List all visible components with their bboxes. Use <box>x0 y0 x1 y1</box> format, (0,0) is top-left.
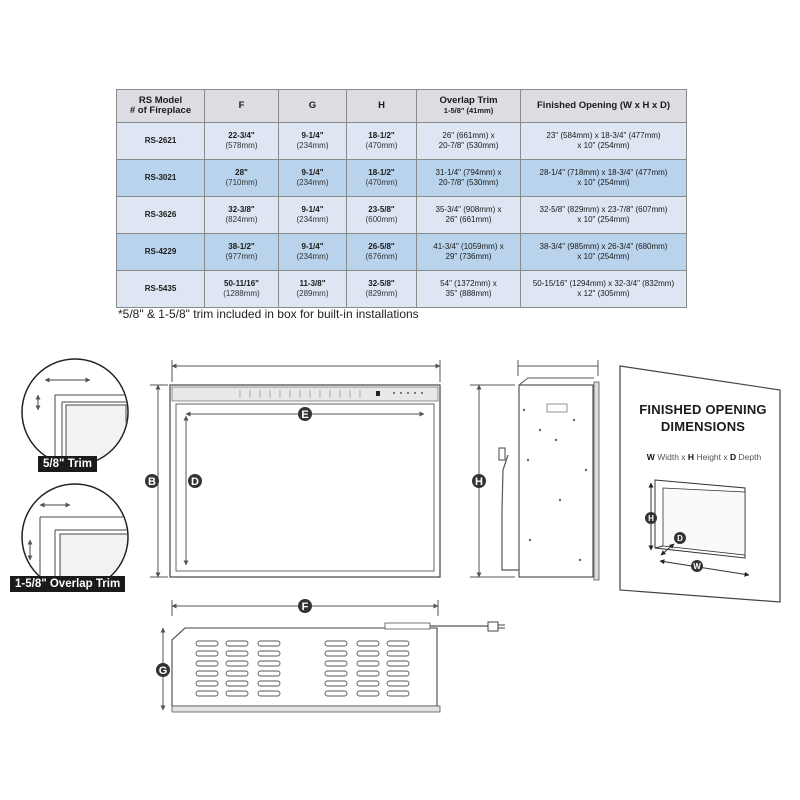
cell-g: 9-1/4" (234mm) <box>279 197 347 234</box>
vent-slot <box>226 651 248 656</box>
fo-label-w <box>691 560 703 572</box>
vent-slot <box>258 661 280 666</box>
vent-slot <box>325 691 347 696</box>
vent-slot <box>226 691 248 696</box>
cell-g: 9-1/4" (234mm) <box>279 160 347 197</box>
trim-label-small: 5/8" Trim <box>38 456 97 472</box>
vent-slot <box>226 641 248 646</box>
vent-slot <box>357 681 379 686</box>
svg-text:F: F <box>301 601 309 613</box>
cell-finished-opening: 23" (584mm) x 18-3/4" (477mm) x 10" (254mm) <box>521 123 687 160</box>
front-view <box>150 360 440 577</box>
header-h: H <box>347 90 417 123</box>
side-view <box>470 360 599 580</box>
vent-slot <box>387 691 409 696</box>
vent-slot <box>357 691 379 696</box>
vent-slot <box>357 671 379 676</box>
callout-f <box>298 599 312 613</box>
vent-slot <box>258 691 280 696</box>
cell-finished-opening: 28-1/4" (718mm) x 18-3/4" (477mm) x 10" (254mm) <box>521 160 687 197</box>
cell-overlap-trim: 26" (661mm) x 20-7/8" (530mm) <box>417 123 521 160</box>
svg-text:H: H <box>648 514 654 523</box>
cell-finished-opening: 50-15/16" (1294mm) x 32-3/4" (832mm) x 12" (305mm) <box>521 271 687 308</box>
header-f: F <box>205 90 279 123</box>
finished-opening-title: FINISHED OPENING DIMENSIONS <box>639 402 767 434</box>
vent-slot <box>226 681 248 686</box>
vent-slot <box>325 671 347 676</box>
fo-label-h <box>645 512 657 524</box>
svg-text:G: G <box>158 665 168 677</box>
callout-b <box>145 474 159 488</box>
cell-g: 9-1/4" (234mm) <box>279 123 347 160</box>
header-g: G <box>279 90 347 123</box>
vent-slot <box>387 681 409 686</box>
vent-slot <box>325 681 347 686</box>
cell-overlap-trim: 41-3/4" (1059mm) x 29" (736mm) <box>417 234 521 271</box>
cell-f: 32-3/8" (824mm) <box>205 197 279 234</box>
vent-slot <box>387 641 409 646</box>
svg-text:D: D <box>191 476 199 488</box>
vent-slot <box>357 641 379 646</box>
svg-text:D: D <box>677 534 683 543</box>
trim-label-overlap: 1-5/8" Overlap Trim <box>10 576 125 592</box>
cell-model: RS-4229 <box>117 234 205 271</box>
callout-h <box>472 474 486 488</box>
callout-e <box>298 407 312 421</box>
svg-text:W: W <box>693 562 701 571</box>
vent-slot <box>196 651 218 656</box>
cell-finished-opening: 38-3/4" (985mm) x 26-3/4" (680mm) x 10" (254mm) <box>521 234 687 271</box>
vent-slot <box>357 661 379 666</box>
vent-slot <box>258 681 280 686</box>
vent-slot <box>387 671 409 676</box>
svg-text:B: B <box>148 476 156 488</box>
svg-text:E: E <box>301 409 309 421</box>
cell-f: 22-3/4" (578mm) <box>205 123 279 160</box>
cell-h: 32-5/8" (829mm) <box>347 271 417 308</box>
cell-h: 23-5/8" (600mm) <box>347 197 417 234</box>
vent-slot <box>387 661 409 666</box>
vent-slot <box>226 671 248 676</box>
cell-overlap-trim: 31-1/4" (794mm) x 20-7/8" (530mm) <box>417 160 521 197</box>
vent-slot <box>226 661 248 666</box>
cell-model: RS-2621 <box>117 123 205 160</box>
vent-slot <box>258 651 280 656</box>
cell-overlap-trim: 54" (1372mm) x 35" (888mm) <box>417 271 521 308</box>
header-overlap-trim: Overlap Trim 1-5/8" (41mm) <box>417 90 521 123</box>
vent-slot <box>325 641 347 646</box>
footnote: *5/8" & 1-5/8" trim included in box for built-in installations <box>118 307 419 321</box>
vent-slot <box>196 671 218 676</box>
cell-f: 50-11/16" (1288mm) <box>205 271 279 308</box>
top-view <box>163 600 505 712</box>
cell-model: RS-3626 <box>117 197 205 234</box>
cell-h: 18-1/2" (470mm) <box>347 123 417 160</box>
vent-slot <box>196 681 218 686</box>
callout-g <box>156 663 170 677</box>
vent-slot <box>196 661 218 666</box>
vent-slot <box>357 651 379 656</box>
cell-h: 26-5/8" (676mm) <box>347 234 417 271</box>
cell-h: 18-1/2" (470mm) <box>347 160 417 197</box>
vent-slot <box>258 671 280 676</box>
vent-slot <box>196 691 218 696</box>
cell-model: RS-5435 <box>117 271 205 308</box>
header-finished-opening: Finished Opening (W x H x D) <box>521 90 687 123</box>
cell-g: 11-3/8" (289mm) <box>279 271 347 308</box>
vent-slot <box>258 641 280 646</box>
cell-overlap-trim: 35-3/4" (908mm) x 26" (661mm) <box>417 197 521 234</box>
svg-text:H: H <box>475 476 483 488</box>
vent-slot <box>196 641 218 646</box>
vent-slot <box>387 651 409 656</box>
finished-opening-legend: W Width x H Height x D Depth <box>646 452 762 462</box>
cell-model: RS-3021 <box>117 160 205 197</box>
header-model: RS Model # of Fireplace <box>117 90 205 123</box>
cell-finished-opening: 32-5/8" (829mm) x 23-7/8" (607mm) x 10" (254mm) <box>521 197 687 234</box>
cell-f: 38-1/2" (977mm) <box>205 234 279 271</box>
cell-f: 28" (710mm) <box>205 160 279 197</box>
vent-slot <box>325 651 347 656</box>
fo-label-d <box>674 532 686 544</box>
vent-slot <box>325 661 347 666</box>
cell-g: 9-1/4" (234mm) <box>279 234 347 271</box>
callout-d <box>188 474 202 488</box>
